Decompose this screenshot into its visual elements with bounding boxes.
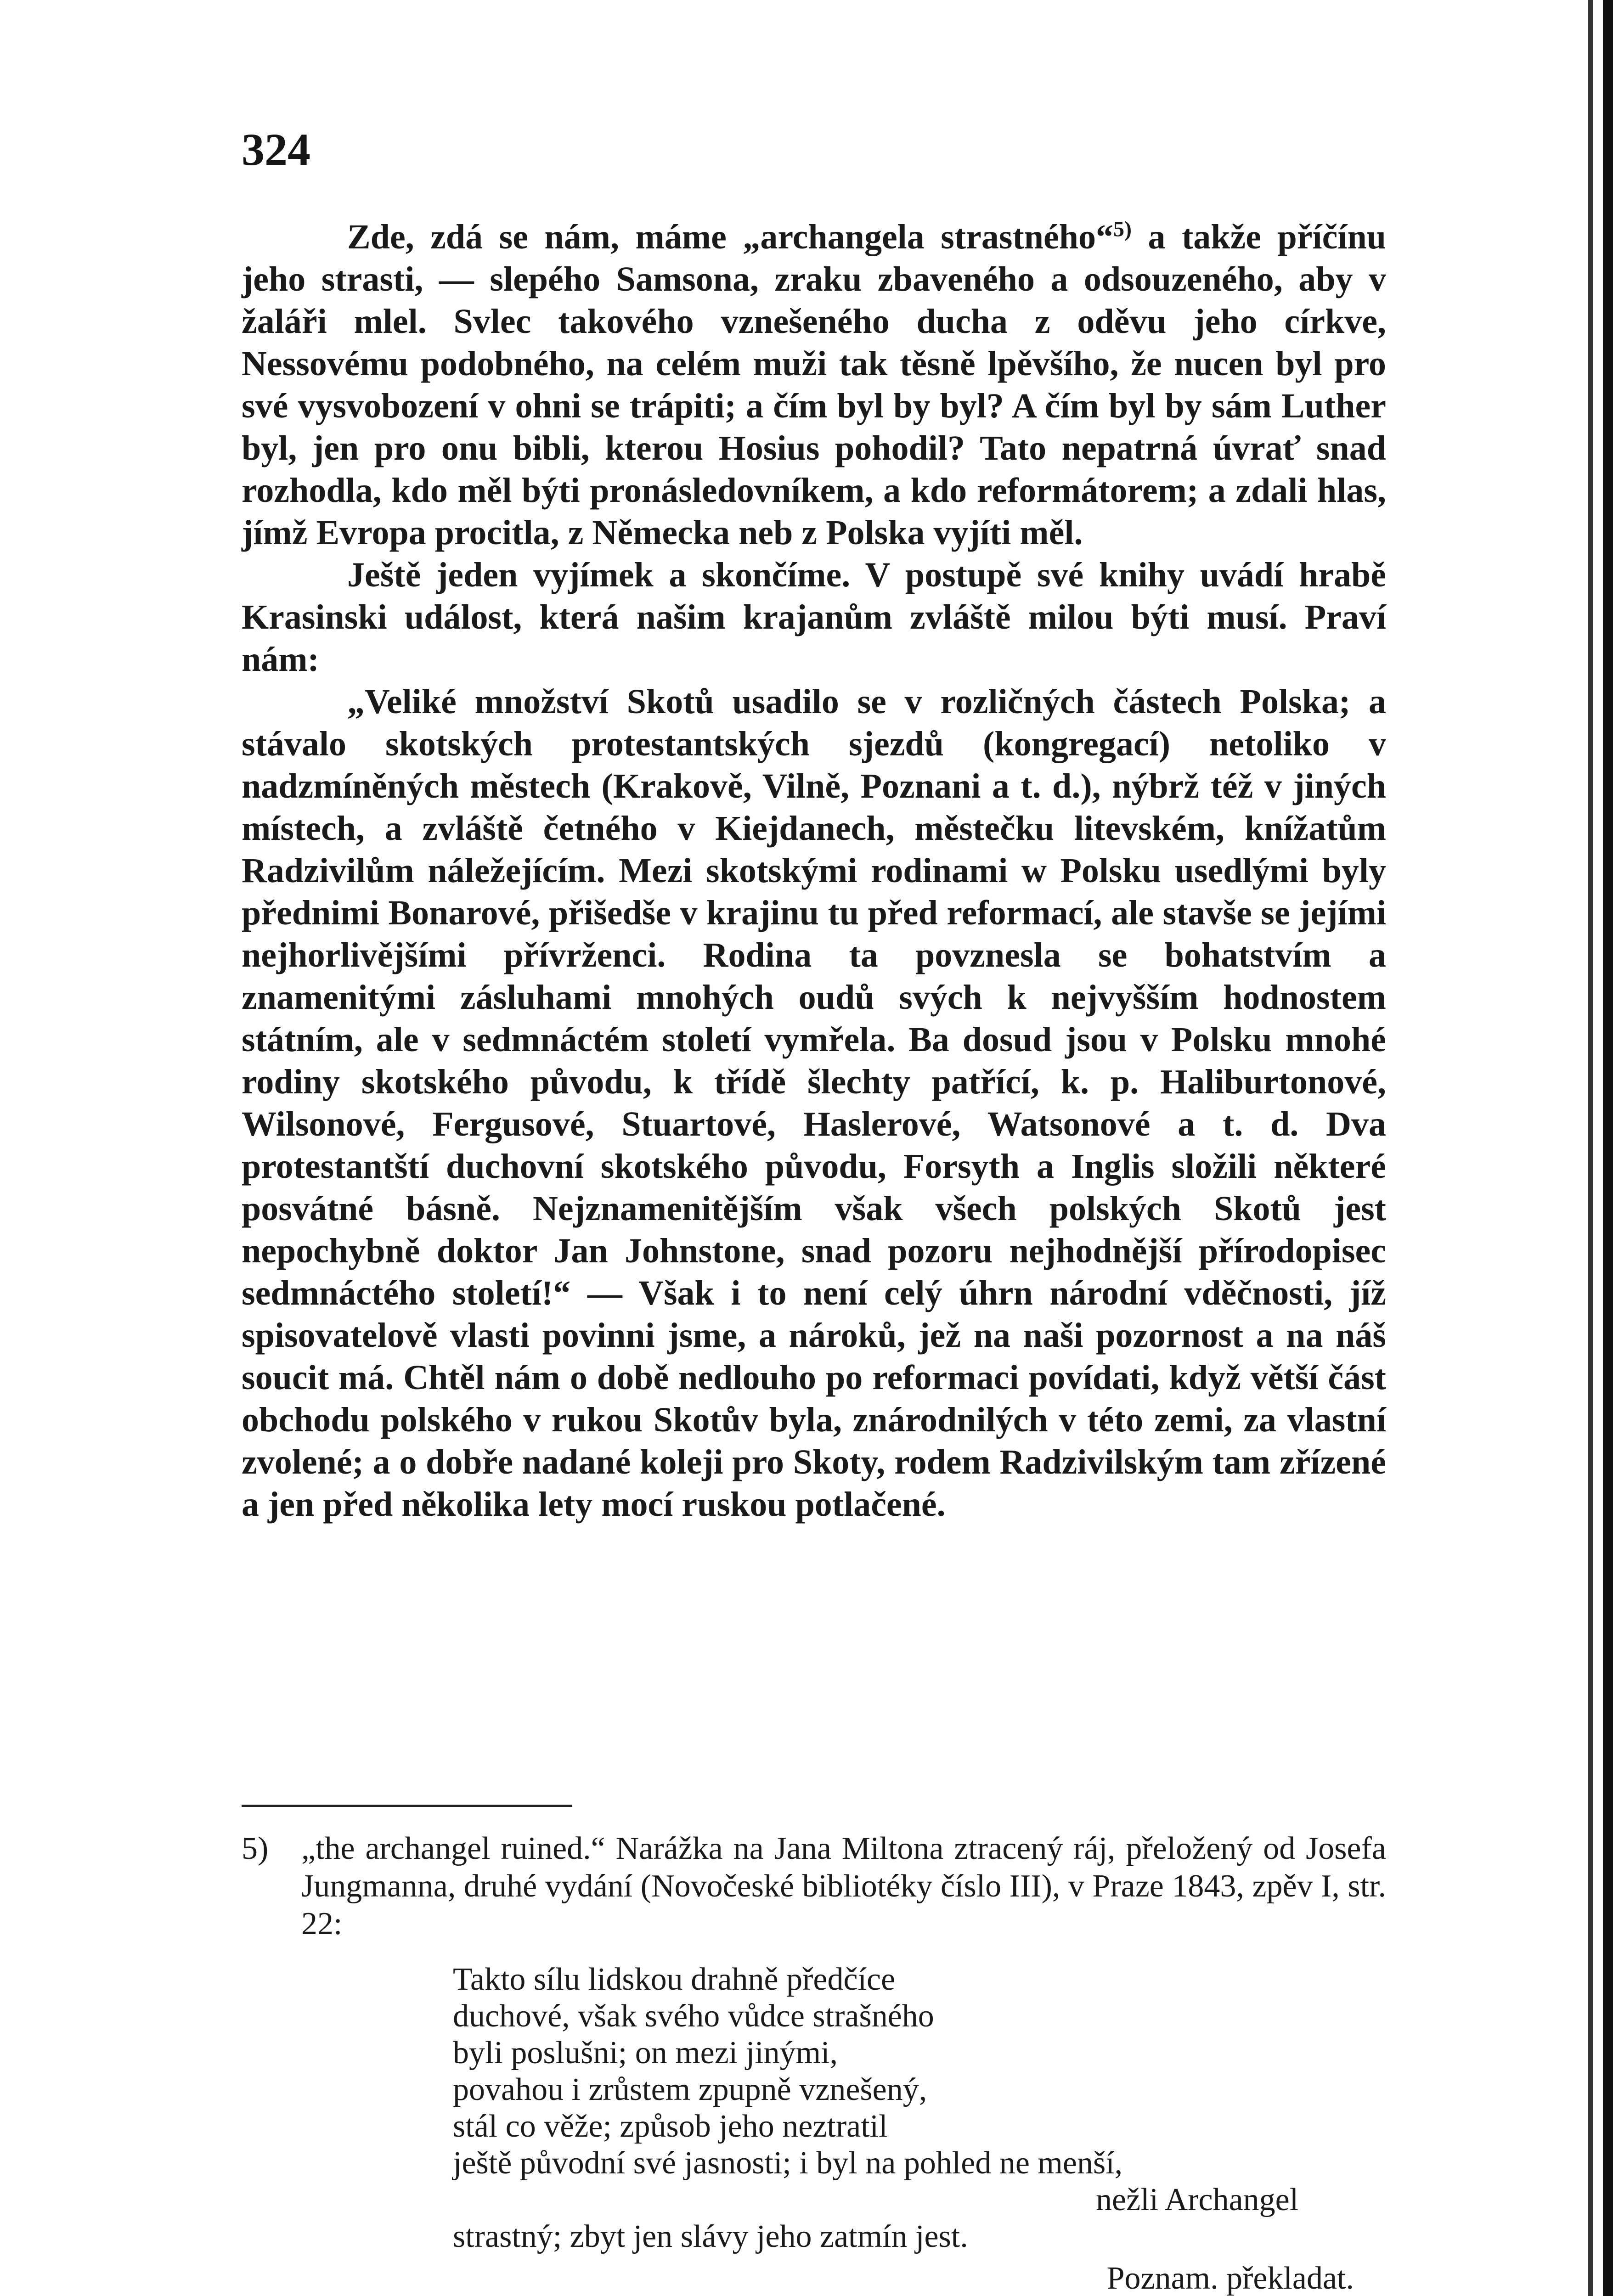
paragraph-text: Zde, zdá se nám, máme „archangela strastného“ (347, 218, 1114, 256)
page-number: 324 (242, 124, 310, 175)
footnote-divider (242, 1805, 572, 1807)
poem-line: ještě původní své jasnosti; i byl na pohled ne menší, (453, 2145, 1123, 2181)
poem-line: strastný; zbyt jen slávy jeho zatmín jest. (453, 2219, 968, 2254)
poem-line: nežli Archangel (1096, 2182, 1299, 2217)
poem-line: Takto sílu lidskou drahně předčíce (453, 1962, 896, 1997)
poem-quote (453, 1961, 1386, 2255)
scan-edge (1603, 0, 1613, 2296)
poem-line: duchové, však svého vůdce strašného (453, 1998, 934, 2034)
scan-edge-shadow (1588, 0, 1593, 2296)
paragraph-quote: „Veliké množství Skotů usadilo se v rozličných částech Polska; a stávalo skotských protestantských sjezdů (kongregací) netoliko v nadzmíněných městech (Krakově, Vilně, Poznani a t. d.), nýbrž též v jiných místech, a zvláště četného v Kiejdanech, městečku litevském, knížatům Radzivilům náležejícím. Mezi skotskými rodinami w Polsku usedlými byly přednimi Bonarové, přišedše v krajinu tu před reformací, ale stavše se jejími nejhorlivějšími přívrženci. Rodina ta povznesla se bohatstvím a znamenitými zásluhami mnohých oudů svých k nejvyšším hodnostem státním, ale v sedmnáctém století vymřela. Ba dosud jsou v Polsku mnohé rodiny skotského původu, k třídě šlechty patřící, k. p. Haliburtonové, Wilsonové, Fergusové, Stuartové, Haslerové, Watsonové a t. d. Dva protestantští duchovní skotského původu, Forsyth a Inglis složili některé posvátné básně. Nejznamenitějším však všech polských Skotů jest nepochybně doktor Jan Johnstone, snad pozoru nejhodnější přírodopisec sedmnáctého století!“ — Však i to není celý úhrn národní vděčnosti, jíž spisovatelově vlasti povinni jsme, a nároků, jež na naši pozornost a na náš soucit má. Chtěl nám o době nedlouho po reformaci povídati, když větší část obchodu polského v rukou Skotův byla, znárodnilých v této zemi, za vlastní zvolené; a o dobře nadané koleji pro Skoty, rodem Radzivilským tam zřízené a jen před několika lety mocí ruskou potlačené. (242, 682, 1386, 1524)
footnote-marker: 5) (242, 1831, 269, 1866)
footnote (242, 1830, 1386, 2296)
footnote-reference: 5) (1113, 217, 1132, 242)
poem-line: povahou i zrůstem zpupně vznešený, (453, 2072, 927, 2107)
paragraph (242, 216, 1386, 554)
poem-line: stál co věže; způsob jeho neztratil (453, 2109, 888, 2144)
poem-line: byli poslušni; on mezi jinými, (453, 2035, 838, 2071)
translator-note: Poznam. překladat. (1106, 2261, 1354, 2296)
paragraph: Ještě jeden vyjímek a skončíme. V postupě své knihy uvádí hrabě Krasinski událost, která našim krajanům zvláště milou býti musí. Praví nám: (242, 556, 1386, 679)
main-text (242, 216, 1386, 1525)
paragraph-text: a takže příčínu jeho strasti, — slepého Samsona, zraku zbaveného a odsouzeného, aby v žaláři mlel. Svlec takového vznešeného ducha z oděvu jeho církve, Nessovému podobného, na celém muži tak těsně lpěvšího, že nucen byl pro své vysvobození v ohni se trápiti; a čím byl by byl? A čím byl by sám Luther byl, jen pro onu bibli, kterou Hosius pohodil? Tato nepatrná úvrať snad rozhodla, kdo měl býti pronásledovníkem, a kdo reformátorem; a zdali hlas, jímž Evropa procitla, z Německa neb z Polska vyjíti měl. (242, 218, 1387, 552)
footnote-text: „the archangel ruined.“ Narážka na Jana Miltona ztracený ráj, přeložený od Josefa Jungmanna, druhé vydání (Novočeské bibliotéky číslo III), v Praze 1843, zpěv I, str. 22: (301, 1831, 1386, 1941)
